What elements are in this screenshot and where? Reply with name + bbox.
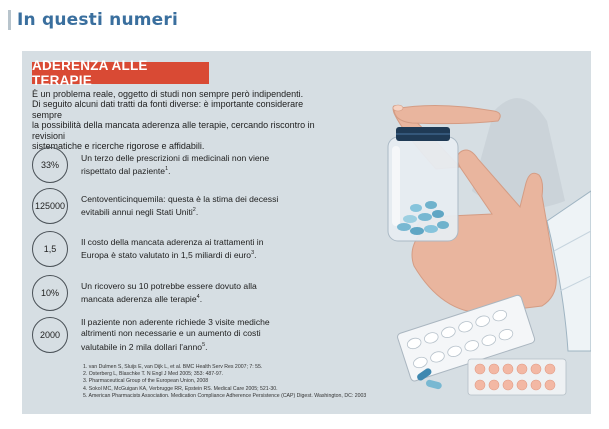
infographic-panel [22,51,591,414]
stat-footnote-marker: 3 [251,250,255,257]
reference-item: 5. American Pharmacists Association. Medication Compliance Adherence Persistence (CAP) Digest. Washington, DC: 2003 [83,392,367,399]
stat-text-end: . [199,293,203,304]
stat-row [32,317,291,353]
stat-value-badge: 10% [32,275,68,311]
tablet-sheet-icon [468,359,566,395]
stat-value-badge: 33% [32,147,68,183]
intro-line: È un problema reale, oggetto di studi non sempre però indipendenti. [32,89,304,99]
stat-text: Il costo della mancata aderenza ai trattamenti in Europa è stato valutato in 1,5 miliardi di euro [81,236,264,260]
stat-text: Il paziente non aderente richiede 3 visite mediche altrimenti non necessarie e un aumento di costi valutabile in 2 mila dollari l'anno [81,317,270,352]
stat-description [81,237,291,261]
stat-footnote-marker: 4 [196,294,200,301]
reference-item: 1. van Dulmen S, Sluijs E, van Dijk L, et al. BMC Health Serv Res 2007; 7: 55. [83,364,263,370]
pill-bottle-icon [388,127,458,241]
reference-item: 4. Sokol MC, McGuigan KA, Verbrugge RR, Epstein RS. Medical Care 2005; 521-30. [83,385,278,392]
page-header [8,8,178,32]
reference-item: 2. Osterberg L, Blaschke T. N Engl J Med 2005; 353: 487-97. [83,371,224,378]
stat-text: Centoventicinquemila: questa è la stima dei decessi evitabili annui negli Stati Uniti [81,193,279,217]
stat-text: Un terzo delle prescrizioni di medicinali non viene rispettato dal paziente [81,152,270,176]
stat-row [32,188,291,224]
stat-value-badge: 125000 [32,188,68,224]
stat-text-end: . [168,165,171,176]
stat-row [32,275,291,311]
stat-footnote-marker: 5 [202,341,206,348]
stat-row [32,231,291,267]
stat-value-badge: 1,5 [32,231,68,267]
intro-line: Di seguito alcuni dati tratti da fonti diverse: è importante considerare sempre [32,99,304,120]
stat-description [81,153,291,177]
stat-text-end: . [205,341,208,352]
stat-text-end: . [254,249,257,260]
hand-holding-pill-bottle-illustration [332,51,591,414]
stat-text: Un ricovero su 10 potrebbe essere dovuto alla mancata aderenza alle terapie [81,280,257,304]
section-banner: ADERENZA ALLE TERAPIE [32,62,209,84]
intro-line: sistematiche e ricerche rigorose e affidabili. [32,141,205,152]
title-rule [8,10,11,30]
stat-description [81,194,291,218]
intro-line: la possibilità della mancata aderenza alle terapie, cercando riscontro in revisioni [32,120,315,141]
stat-row [32,147,291,183]
page-title: In questi numeri [17,10,178,30]
stat-description [81,317,291,352]
stat-description [81,281,291,305]
stat-text-end: . [195,206,199,217]
stat-value-badge: 2000 [32,317,68,353]
stat-footnote-marker: 2 [192,207,196,214]
stat-footnote-marker: 1 [165,166,169,173]
reference-item: 3. Pharmaceutical Group of the European Union, 2008 [83,378,209,385]
intro-text [32,89,332,151]
